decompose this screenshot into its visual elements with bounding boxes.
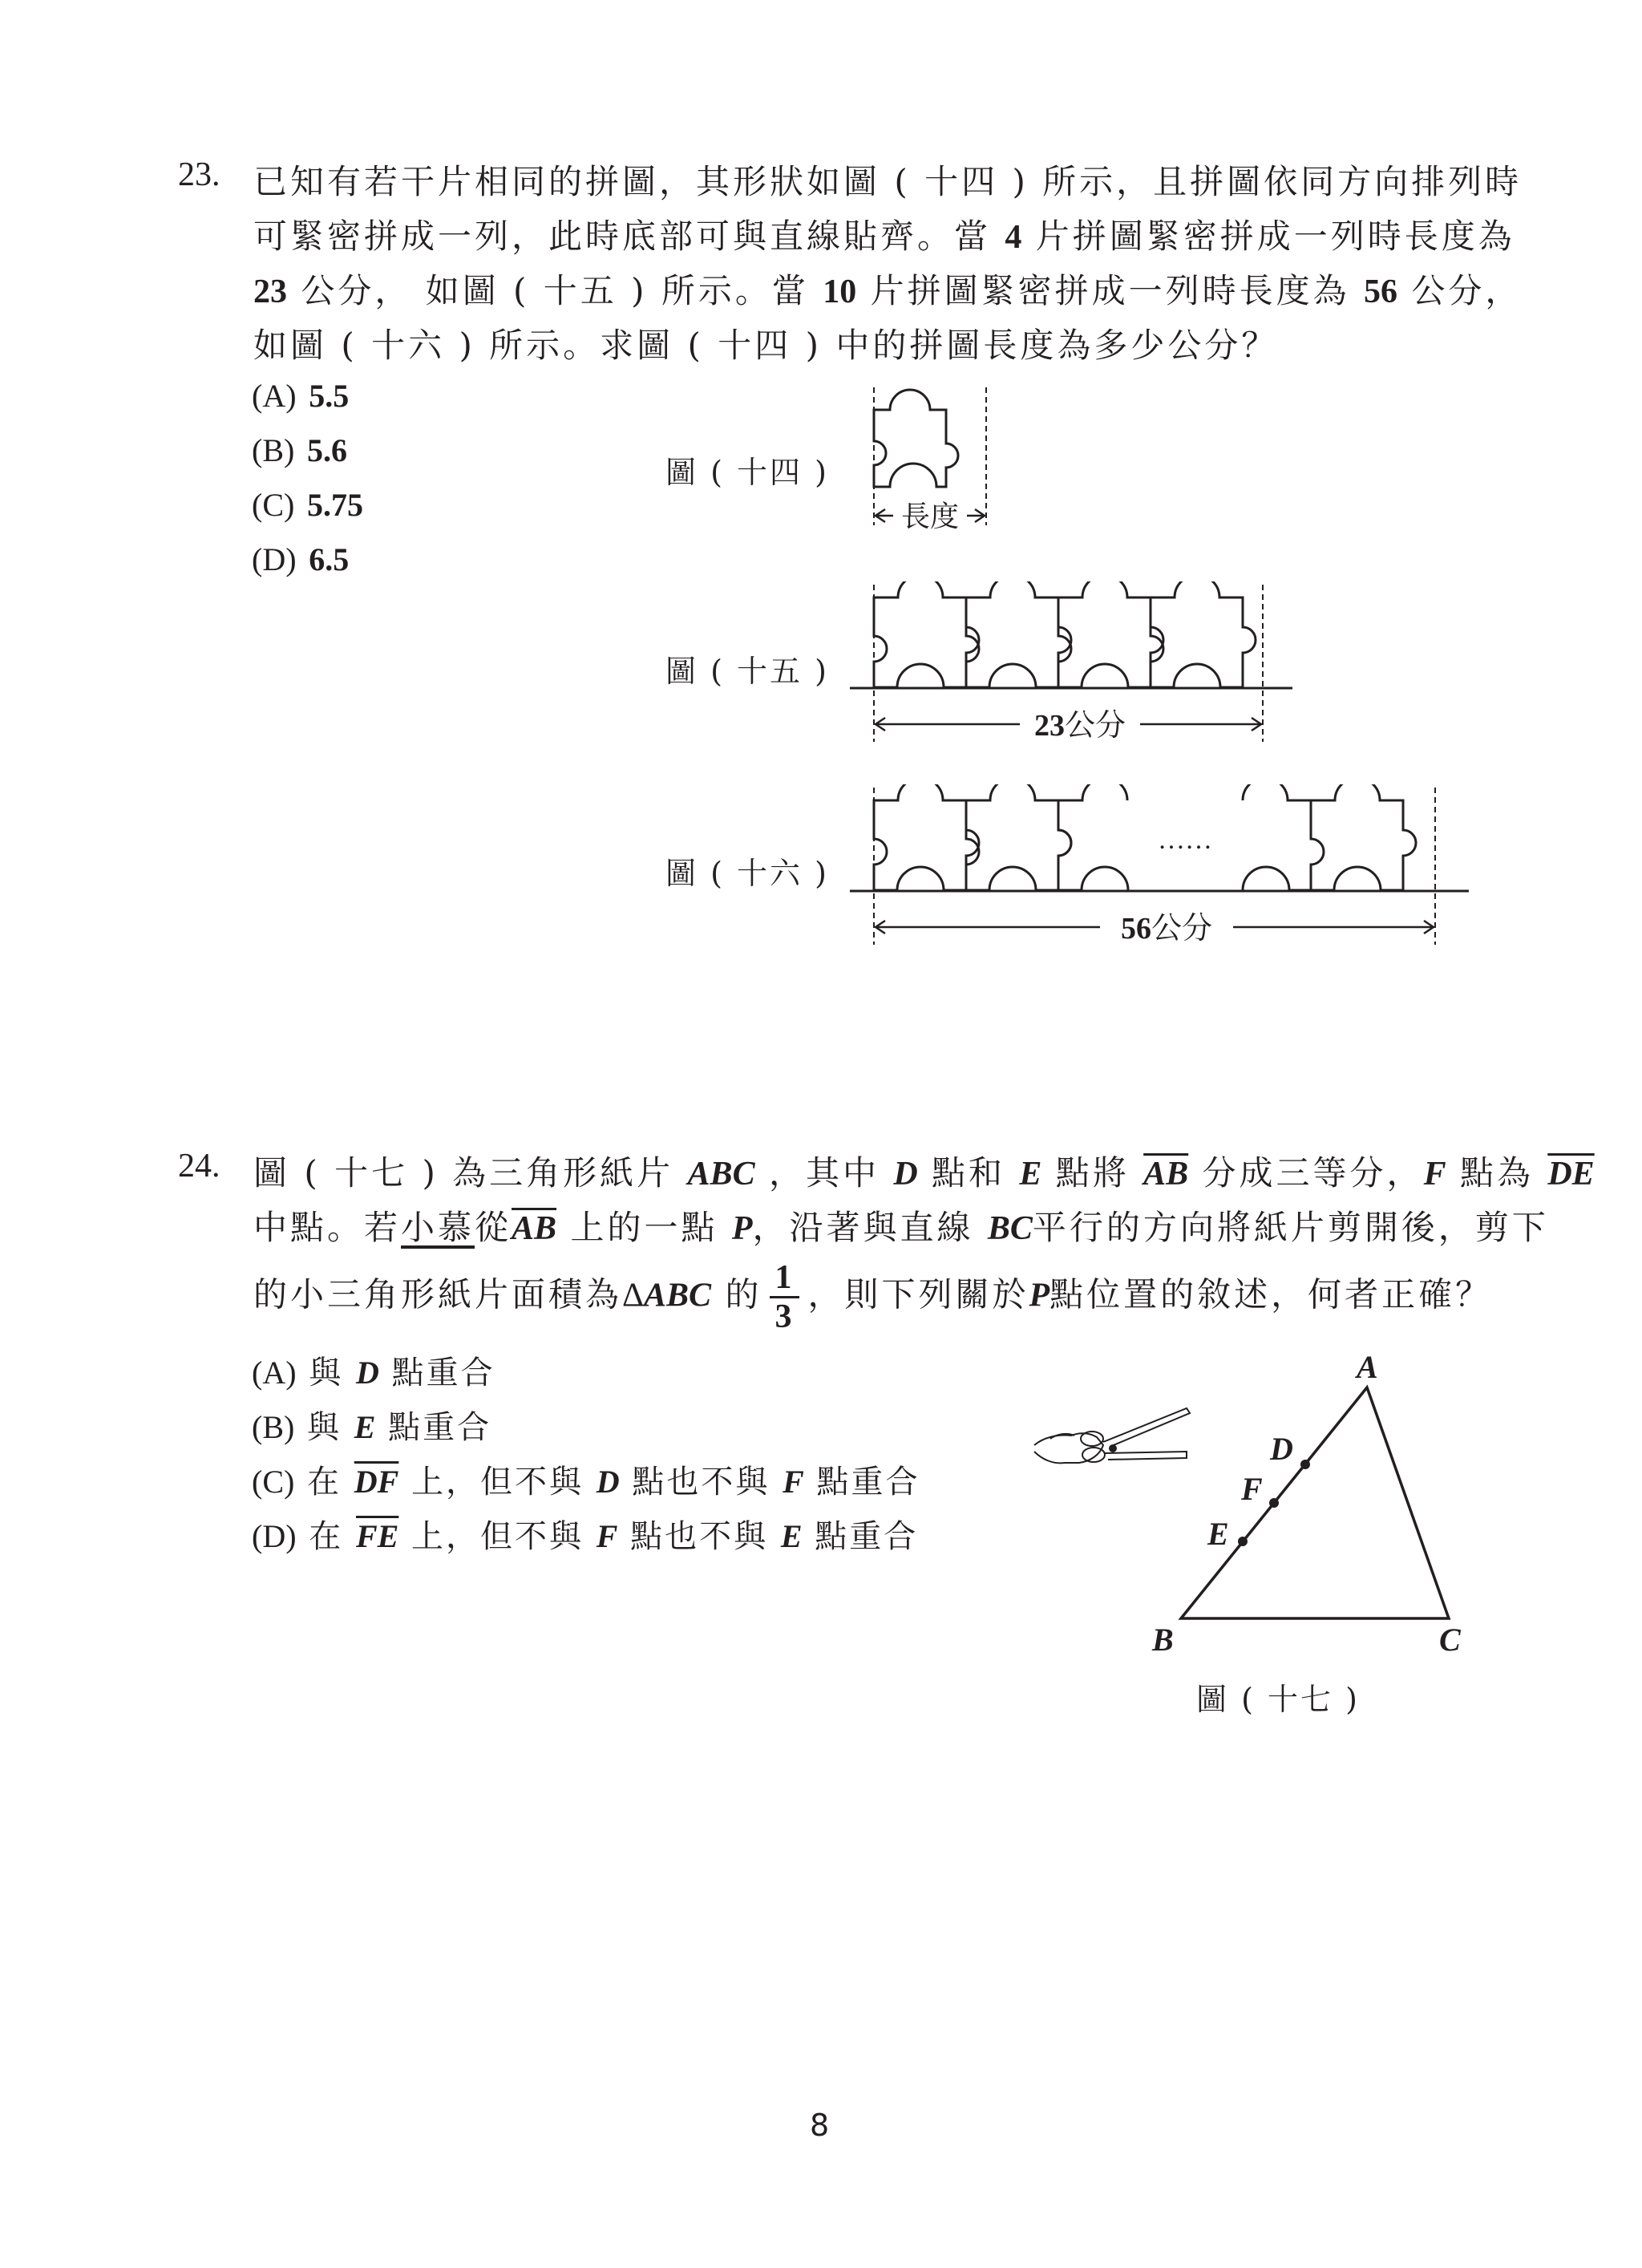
fig14-caption: 圖 ( 十四 )	[665, 455, 829, 490]
fig16-piece	[1311, 784, 1416, 890]
q24-option-a[interactable]: (A) 與 D 點重合	[252, 1355, 495, 1391]
fig15-caption: 圖 ( 十五 )	[665, 654, 829, 689]
fig14-puzzle-piece	[866, 381, 1026, 541]
question-number: 23.	[178, 156, 220, 193]
question-number: 24.	[178, 1148, 220, 1185]
fig16-partial-piece	[1058, 784, 1128, 890]
fig15-dimension-label: 23公分	[1033, 709, 1126, 743]
fig15-puzzle-row	[850, 581, 1299, 750]
fig16-piece	[874, 784, 979, 890]
fig16-caption: 圖 ( 十六 )	[665, 856, 829, 891]
q24-line-1: 圖 ( 十七 ) 為三角形紙片 ABC ，其中 D 點和 E 點將 $\overline{AB}$ 分成三等分，F 點為 $\overline{DE}$	[253, 1153, 1595, 1193]
label-c: C	[1439, 1622, 1461, 1658]
point-e	[1238, 1537, 1248, 1546]
q24-option-d[interactable]: (D) 在 $\overline{FE}$ 上，但不與 F 點也不與 E 點重合	[252, 1518, 919, 1555]
point-f	[1269, 1498, 1279, 1508]
q23-line-4: 如圖 ( 十六 ) 所示。求圖 ( 十四 ) 中的拼圖長度為多少公分？	[253, 326, 1279, 365]
label-b: B	[1152, 1622, 1174, 1658]
fig16-ellipsis: ……	[1158, 825, 1212, 855]
person-name: 小慕	[401, 1208, 475, 1247]
label-a: A	[1357, 1355, 1378, 1385]
label-f: F	[1241, 1471, 1263, 1507]
q23-line-2: 可緊密拼成一列，此時底部可與直線貼齊。當 4 片拼圖緊密拼成一列時長度為	[253, 217, 1515, 256]
q23-option-c[interactable]: (C) 5.75	[252, 487, 364, 523]
scissors-icon	[1034, 1408, 1190, 1463]
label-d: D	[1270, 1431, 1293, 1467]
fig17-caption: 圖 ( 十七 )	[1196, 1682, 1360, 1717]
q24-line-3: 的小三角形紙片面積為ΔABC 的 $\frac{1}{3}$ ，則下列關於P點位置的敘述，何者正確？	[253, 1259, 1493, 1335]
triangle-abc	[1181, 1387, 1449, 1618]
fig16-partial-piece	[1243, 784, 1311, 890]
fig15-piece	[1058, 581, 1163, 687]
label-e: E	[1207, 1516, 1229, 1552]
fig15-piece	[874, 581, 979, 687]
q23-option-a[interactable]: (A) 5.5	[252, 378, 350, 414]
q24-option-b[interactable]: (B) 與 E 點重合	[252, 1409, 492, 1446]
q24-line-2: 中點。若小慕從$\overline{AB}$ 上的一點 P，沿著與直線 BC平行的方向將紙片剪開後，剪下	[253, 1208, 1549, 1247]
fig15-piece	[1151, 581, 1256, 687]
page-number: 8	[810, 2108, 830, 2143]
fraction-one-third: $\frac{1}{3}$	[770, 1259, 799, 1335]
point-d	[1300, 1460, 1310, 1469]
fig16-piece	[966, 784, 1071, 890]
q23-option-b[interactable]: (B) 5.6	[252, 432, 348, 468]
q23-line-3: 23 公分， 如圖 ( 十五 ) 所示。當 10 片拼圖緊密拼成一列時長度為 56 公分，	[253, 271, 1523, 310]
fig16-dimension-label: 56公分	[1120, 912, 1213, 946]
q24-option-c[interactable]: (C) 在 $\overline{DF}$ 上，但不與 D 點也不與 F 點重合	[252, 1464, 920, 1501]
q23-line-1: 已知有若干片相同的拼圖，其形狀如圖 ( 十四 ) 所示，且拼圖依同方向排列時	[253, 162, 1523, 201]
fig16-puzzle-row	[850, 784, 1475, 953]
fig14-length-label: 長度	[900, 500, 960, 533]
fig15-piece	[966, 581, 1071, 687]
q23-option-d[interactable]: (D) 6.5	[252, 541, 350, 577]
fig17-triangle-figure	[1026, 1355, 1475, 1660]
